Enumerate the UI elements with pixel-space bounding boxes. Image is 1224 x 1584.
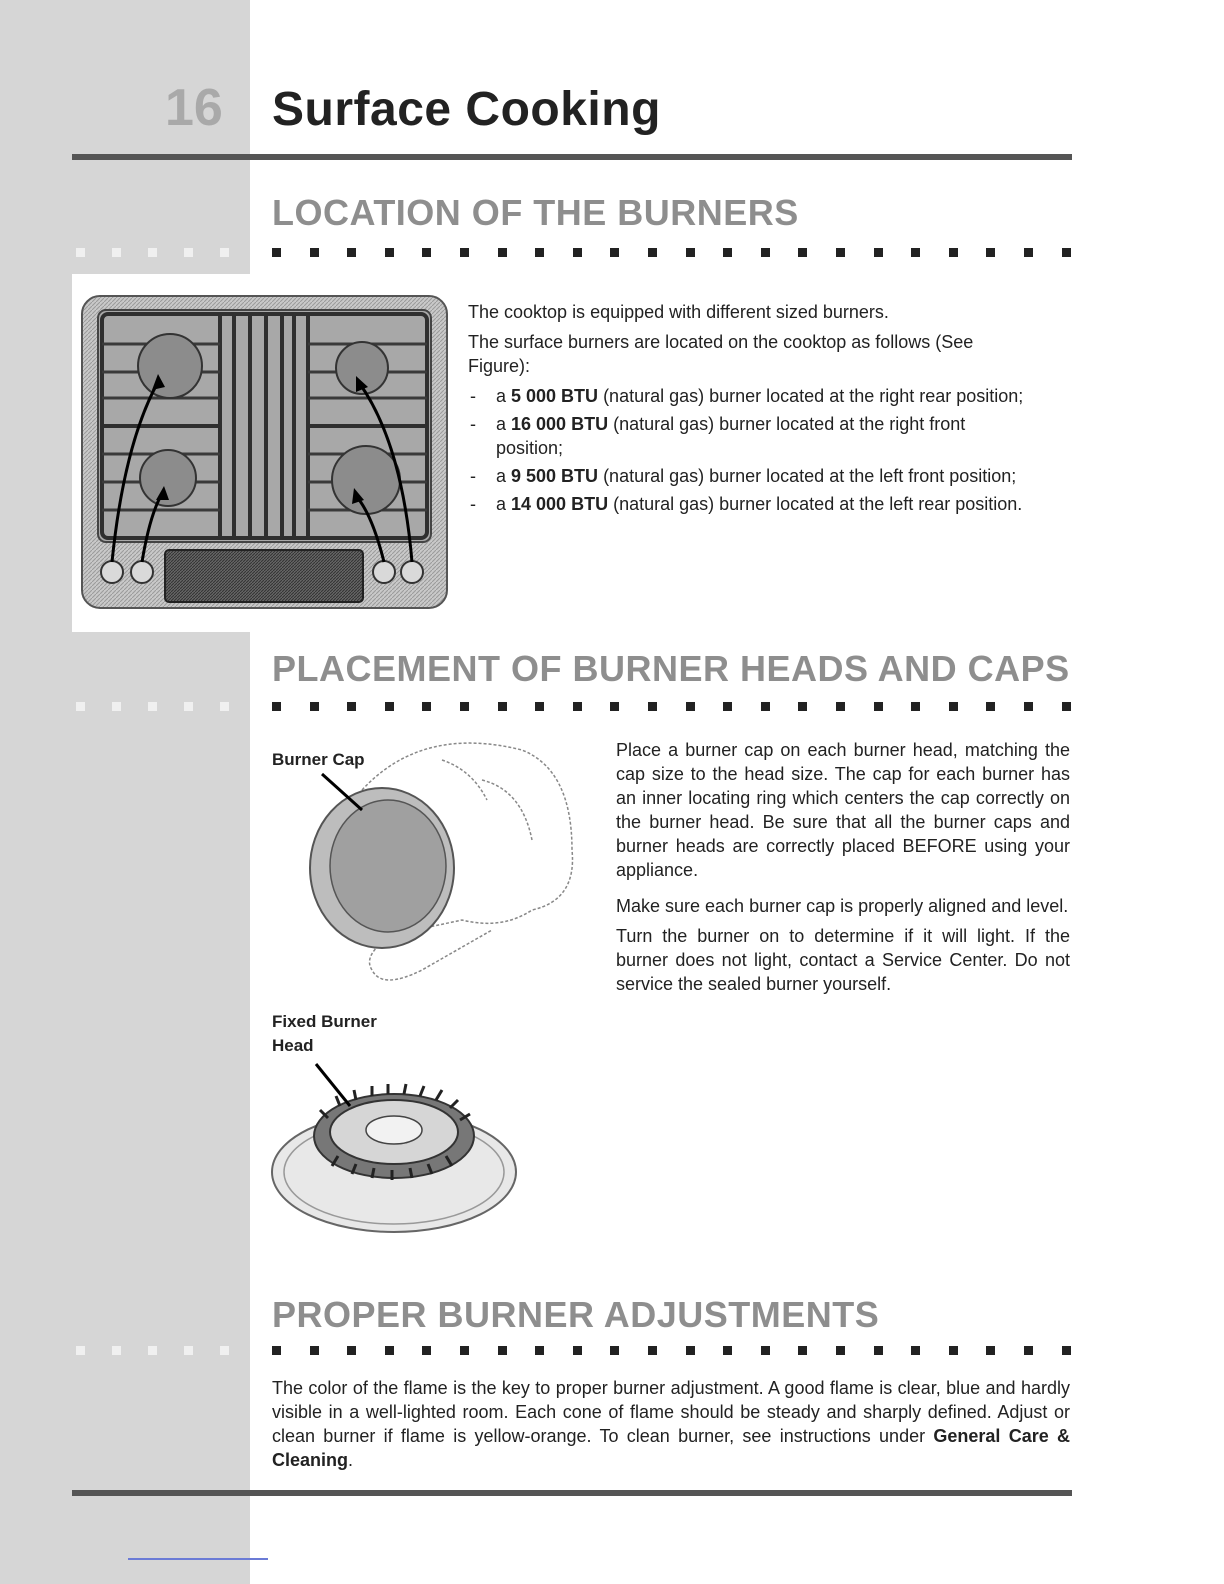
divider-dot <box>874 1346 883 1355</box>
sidebar-dot <box>148 702 157 711</box>
divider-dot <box>460 702 469 711</box>
divider-dot <box>385 248 394 257</box>
divider-dot <box>272 702 281 711</box>
fixed-burner-head-label <box>272 1010 377 1058</box>
divider-dot <box>836 248 845 257</box>
divider-dot <box>272 1346 281 1355</box>
section-title-placement: PLACEMENT OF BURNER HEADS AND CAPS <box>272 648 1070 689</box>
divider-dot <box>610 1346 619 1355</box>
divider-dot <box>836 702 845 711</box>
divider-dot <box>723 1346 732 1355</box>
divider-dot <box>610 702 619 711</box>
divider-dot <box>573 248 582 257</box>
side-dots-row <box>70 248 240 258</box>
divider-dot <box>911 248 920 257</box>
side-dots-row <box>70 702 240 712</box>
divider-dot <box>686 248 695 257</box>
divider-dot <box>798 248 807 257</box>
top-rule <box>72 154 1072 160</box>
section1-intro2: The surface burners are located on the cooktop as follows (See Figure): <box>468 332 974 376</box>
fixed-burner-head-label-line1: Fixed Burner <box>272 1012 377 1031</box>
bottom-rule <box>72 1490 1072 1496</box>
divider-dot <box>1062 702 1071 711</box>
divider-dot <box>686 1346 695 1355</box>
sidebar-dot <box>76 1346 85 1355</box>
divider-dot <box>610 248 619 257</box>
divider-dot <box>1024 248 1033 257</box>
section2-para3: Turn the burner on to determine if it will light. If the burner does not light, contact a Service Center. Do not service the sealed burner yourself. <box>616 926 1070 994</box>
divider-dot <box>761 248 770 257</box>
divider-dot <box>573 702 582 711</box>
divider-dot <box>986 248 995 257</box>
divider-dot <box>648 702 657 711</box>
section2-para2: Make sure each burner cap is properly aligned and level. <box>616 896 1069 916</box>
divider-dot <box>1024 1346 1033 1355</box>
divider-dot <box>1062 248 1071 257</box>
cooktop-illustration <box>72 274 450 632</box>
divider-dot <box>535 1346 544 1355</box>
sidebar-dot <box>220 248 229 257</box>
divider-dot <box>761 1346 770 1355</box>
chapter-title: Surface Cooking <box>272 83 661 136</box>
dots-divider <box>272 1346 1072 1356</box>
divider-dot <box>310 702 319 711</box>
sidebar-dot <box>112 702 121 711</box>
sidebar-dot <box>148 1346 157 1355</box>
burner-head-illustration <box>268 1060 528 1240</box>
section2-para1: Place a burner cap on each burner head, matching the cap size to the head size. The cap for each burner has an inner locating ring which centers the cap correctly on the burner head. Be sure that all the burner caps and burner heads are correctly placed BEFORE using your appliance. <box>616 740 1070 880</box>
list-item: - a 14 000 BTU (natural gas) burner located at the left rear position. <box>468 492 1028 516</box>
section2-text <box>616 738 1070 1002</box>
burner-cap-label: Burner Cap <box>272 750 365 769</box>
sidebar-dot <box>112 248 121 257</box>
divider-dot <box>874 702 883 711</box>
divider-dot <box>498 1346 507 1355</box>
side-dots-row <box>70 1346 240 1356</box>
sidebar-dot <box>184 248 193 257</box>
divider-dot <box>385 702 394 711</box>
divider-dot <box>686 702 695 711</box>
section1-text <box>468 300 1068 520</box>
divider-dot <box>798 702 807 711</box>
divider-dot <box>535 248 544 257</box>
divider-dot <box>949 702 958 711</box>
divider-dot <box>347 702 356 711</box>
divider-dot <box>422 1346 431 1355</box>
divider-dot <box>498 702 507 711</box>
divider-dot <box>874 248 883 257</box>
sidebar-dot <box>148 248 157 257</box>
burner-left-rear <box>138 334 202 398</box>
divider-dot <box>911 1346 920 1355</box>
section3-text <box>272 1376 1070 1478</box>
divider-dot <box>798 1346 807 1355</box>
sidebar-dot <box>220 1346 229 1355</box>
dots-divider <box>272 702 1072 712</box>
divider-dot <box>573 1346 582 1355</box>
divider-dot <box>836 1346 845 1355</box>
divider-dot <box>1062 1346 1071 1355</box>
sidebar-dot <box>184 1346 193 1355</box>
divider-dot <box>460 1346 469 1355</box>
divider-dot <box>498 248 507 257</box>
sidebar-dot <box>220 702 229 711</box>
section-title-location: LOCATION OF THE BURNERS <box>272 192 799 233</box>
fixed-burner-head-label-line2: Head <box>272 1036 314 1055</box>
divider-dot <box>385 1346 394 1355</box>
sidebar-dot <box>76 702 85 711</box>
list-item: - a 5 000 BTU (natural gas) burner located at the right rear position; <box>468 384 1028 408</box>
divider-dot <box>949 1346 958 1355</box>
divider-dot <box>535 702 544 711</box>
section1-intro1: The cooktop is equipped with different sized burners. <box>468 302 889 322</box>
divider-dot <box>347 248 356 257</box>
divider-dot <box>911 702 920 711</box>
burner-right-front <box>332 446 400 514</box>
burner-cap-illustration <box>272 730 582 1000</box>
divider-dot <box>460 248 469 257</box>
divider-dot <box>761 702 770 711</box>
divider-dot <box>986 1346 995 1355</box>
cooktop-figure-panel <box>72 274 450 632</box>
section3-para: The color of the flame is the key to proper burner adjustment. A good flame is clear, blue and hardly visible in a well-lighted room. Each cone of flame should be steady and sharply defined. Adjust or clean burner if flame is yellow-orange. To clean burner, see instructions under General Care & Cleaning. <box>272 1378 1070 1470</box>
divider-dot <box>422 702 431 711</box>
sidebar-dot <box>76 248 85 257</box>
page-number: 16 <box>165 79 223 137</box>
divider-dot <box>310 1346 319 1355</box>
divider-dot <box>986 702 995 711</box>
burner-list <box>468 384 1028 516</box>
list-item: - a 16 000 BTU (natural gas) burner located at the right front position; <box>468 412 1028 460</box>
divider-dot <box>723 248 732 257</box>
divider-dot <box>272 248 281 257</box>
divider-dot <box>648 1346 657 1355</box>
divider-dot <box>347 1346 356 1355</box>
divider-dot <box>310 248 319 257</box>
list-item: - a 9 500 BTU (natural gas) burner located at the left front position; <box>468 464 1096 488</box>
sidebar-dot <box>184 702 193 711</box>
dots-divider <box>272 248 1072 258</box>
divider-dot <box>422 248 431 257</box>
divider-dot <box>1024 702 1033 711</box>
divider-dot <box>648 248 657 257</box>
section-title-adjustments: PROPER BURNER ADJUSTMENTS <box>272 1294 880 1335</box>
sidebar-dot <box>112 1346 121 1355</box>
divider-dot <box>723 702 732 711</box>
divider-dot <box>949 248 958 257</box>
footer-link-underline <box>128 1558 268 1560</box>
